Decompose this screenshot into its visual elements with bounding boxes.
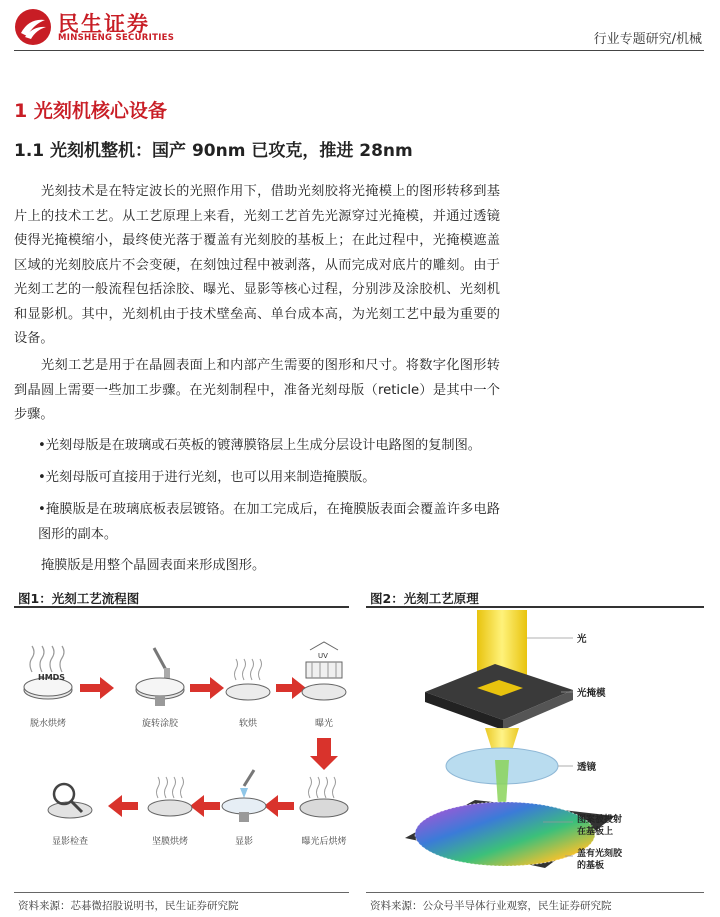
body-paragraph: 光刻技术是在特定波长的光照作用下，借助光刻胶将光掩模上的图形转移到基片上的技术工艺。从工艺原理上来看，光刻工艺首先光源穿过光掩模，并通过透镜使得光掩模缩小，最终使光落于覆盖有光刻胶的基板上；在此过程中，光掩模遮盖区域的光刻胶底片不会变硬，在刻蚀过程中被剥落，从而完成对底片的雕刻。由于光刻工艺的一般流程包括涂胶、曝光、显影等核心过程，分别涉及涂胶机、光刻机和显影机。其中，光刻机由于技术壁垒高、单台成本高，为光刻工艺中最为重要的设备。 (14, 184, 500, 346)
soft-bake-icon (226, 659, 270, 700)
bullet-item: •掩膜版是在玻璃底板表层镀铬。在加工完成后，在掩膜版表面会覆盖许多电路图形的副本。 (38, 502, 500, 542)
body-paragraph: 光刻工艺是用于在晶圆表面上和内部产生需要的图形和尺寸。将数字化图形转到晶圆上需要一些加工步骤。在光刻制程中，准备光刻母版（reticle）是其中一个步骤。 (14, 358, 500, 422)
light-label: 光 (577, 634, 587, 645)
flow-arrow-icon (310, 738, 338, 770)
page-header (0, 0, 720, 52)
step-label: 旋转涂胶 (141, 719, 179, 729)
section-heading: 1 光刻机核心设备 (14, 100, 167, 122)
spin-coat-icon (136, 648, 184, 706)
develop-icon (222, 770, 266, 822)
report-category: 行业专题研究/机械 (593, 32, 702, 47)
step-label: 显影检查 (51, 837, 89, 847)
hard-bake-icon (148, 777, 192, 816)
lens-label: 透镜 (577, 762, 597, 773)
photomask-label: 光掩模 (577, 688, 606, 699)
figure2-source: 资料来源：公众号半导体行业观察，民生证券研究院 (370, 900, 612, 912)
step-label: 软烘 (238, 719, 258, 729)
brand-name-en: MINSHENG SECURITIES (58, 33, 175, 43)
figure2-title: 图2：光刻工艺原理 (370, 591, 479, 606)
substrate-label-line1: 盖有光刻胶 (577, 849, 623, 859)
flow-arrow-icon (80, 677, 114, 699)
exposure-icon (302, 642, 346, 700)
hmds-label: HMDS (38, 673, 66, 682)
flow-arrow-icon (264, 795, 294, 817)
flow-arrow-icon (190, 795, 220, 817)
projected-label-line1: 图案被投射 (577, 815, 623, 825)
projected-label-line2: 在基板上 (577, 827, 614, 837)
figure2-title-rule (366, 606, 704, 608)
figure2-bottom-rule (366, 892, 704, 893)
step-label: 坚膜烘烤 (151, 837, 189, 847)
uv-label: UV (318, 652, 328, 660)
body-paragraph: 掩膜版是用整个晶圆表面来形成图形。 (41, 558, 266, 573)
step-label: 脱水烘烤 (29, 719, 67, 729)
subsection-heading: 1.1 光刻机整机：国产 90nm 已攻克，推进 28nm (14, 141, 413, 161)
bullet-item: •光刻母版是在玻璃或石英板的镀薄膜铬层上生成分层设计电路图的复制图。 (38, 438, 481, 453)
step-label: 曝光 (314, 719, 334, 729)
step-label: 曝光后烘烤 (301, 837, 347, 847)
bullet-item: •光刻母版可直接用于进行光刻，也可以用来制造掩膜版。 (38, 470, 376, 485)
lithography-principle-diagram (365, 610, 705, 890)
photomask-icon (425, 664, 573, 730)
minsheng-logo-icon (14, 8, 52, 46)
header-divider (14, 50, 704, 51)
step-label: 显影 (234, 837, 254, 847)
inspection-magnifier-icon (48, 784, 92, 818)
process-flow-diagram (14, 610, 359, 890)
substrate-label-line2: 的基板 (577, 861, 605, 871)
post-exposure-bake-icon (300, 777, 348, 817)
figure1-source: 资料来源：芯碁微招股说明书，民生证券研究院 (18, 900, 239, 912)
figure1-bottom-rule (14, 892, 349, 893)
flow-arrow-icon (190, 677, 224, 699)
figure1-title: 图1：光刻工艺流程图 (18, 591, 140, 606)
figure1-title-rule (14, 606, 349, 608)
flow-arrow-icon (276, 677, 306, 699)
flow-arrow-icon (108, 795, 138, 817)
brand-name-cn: 民生证券 (58, 12, 150, 36)
